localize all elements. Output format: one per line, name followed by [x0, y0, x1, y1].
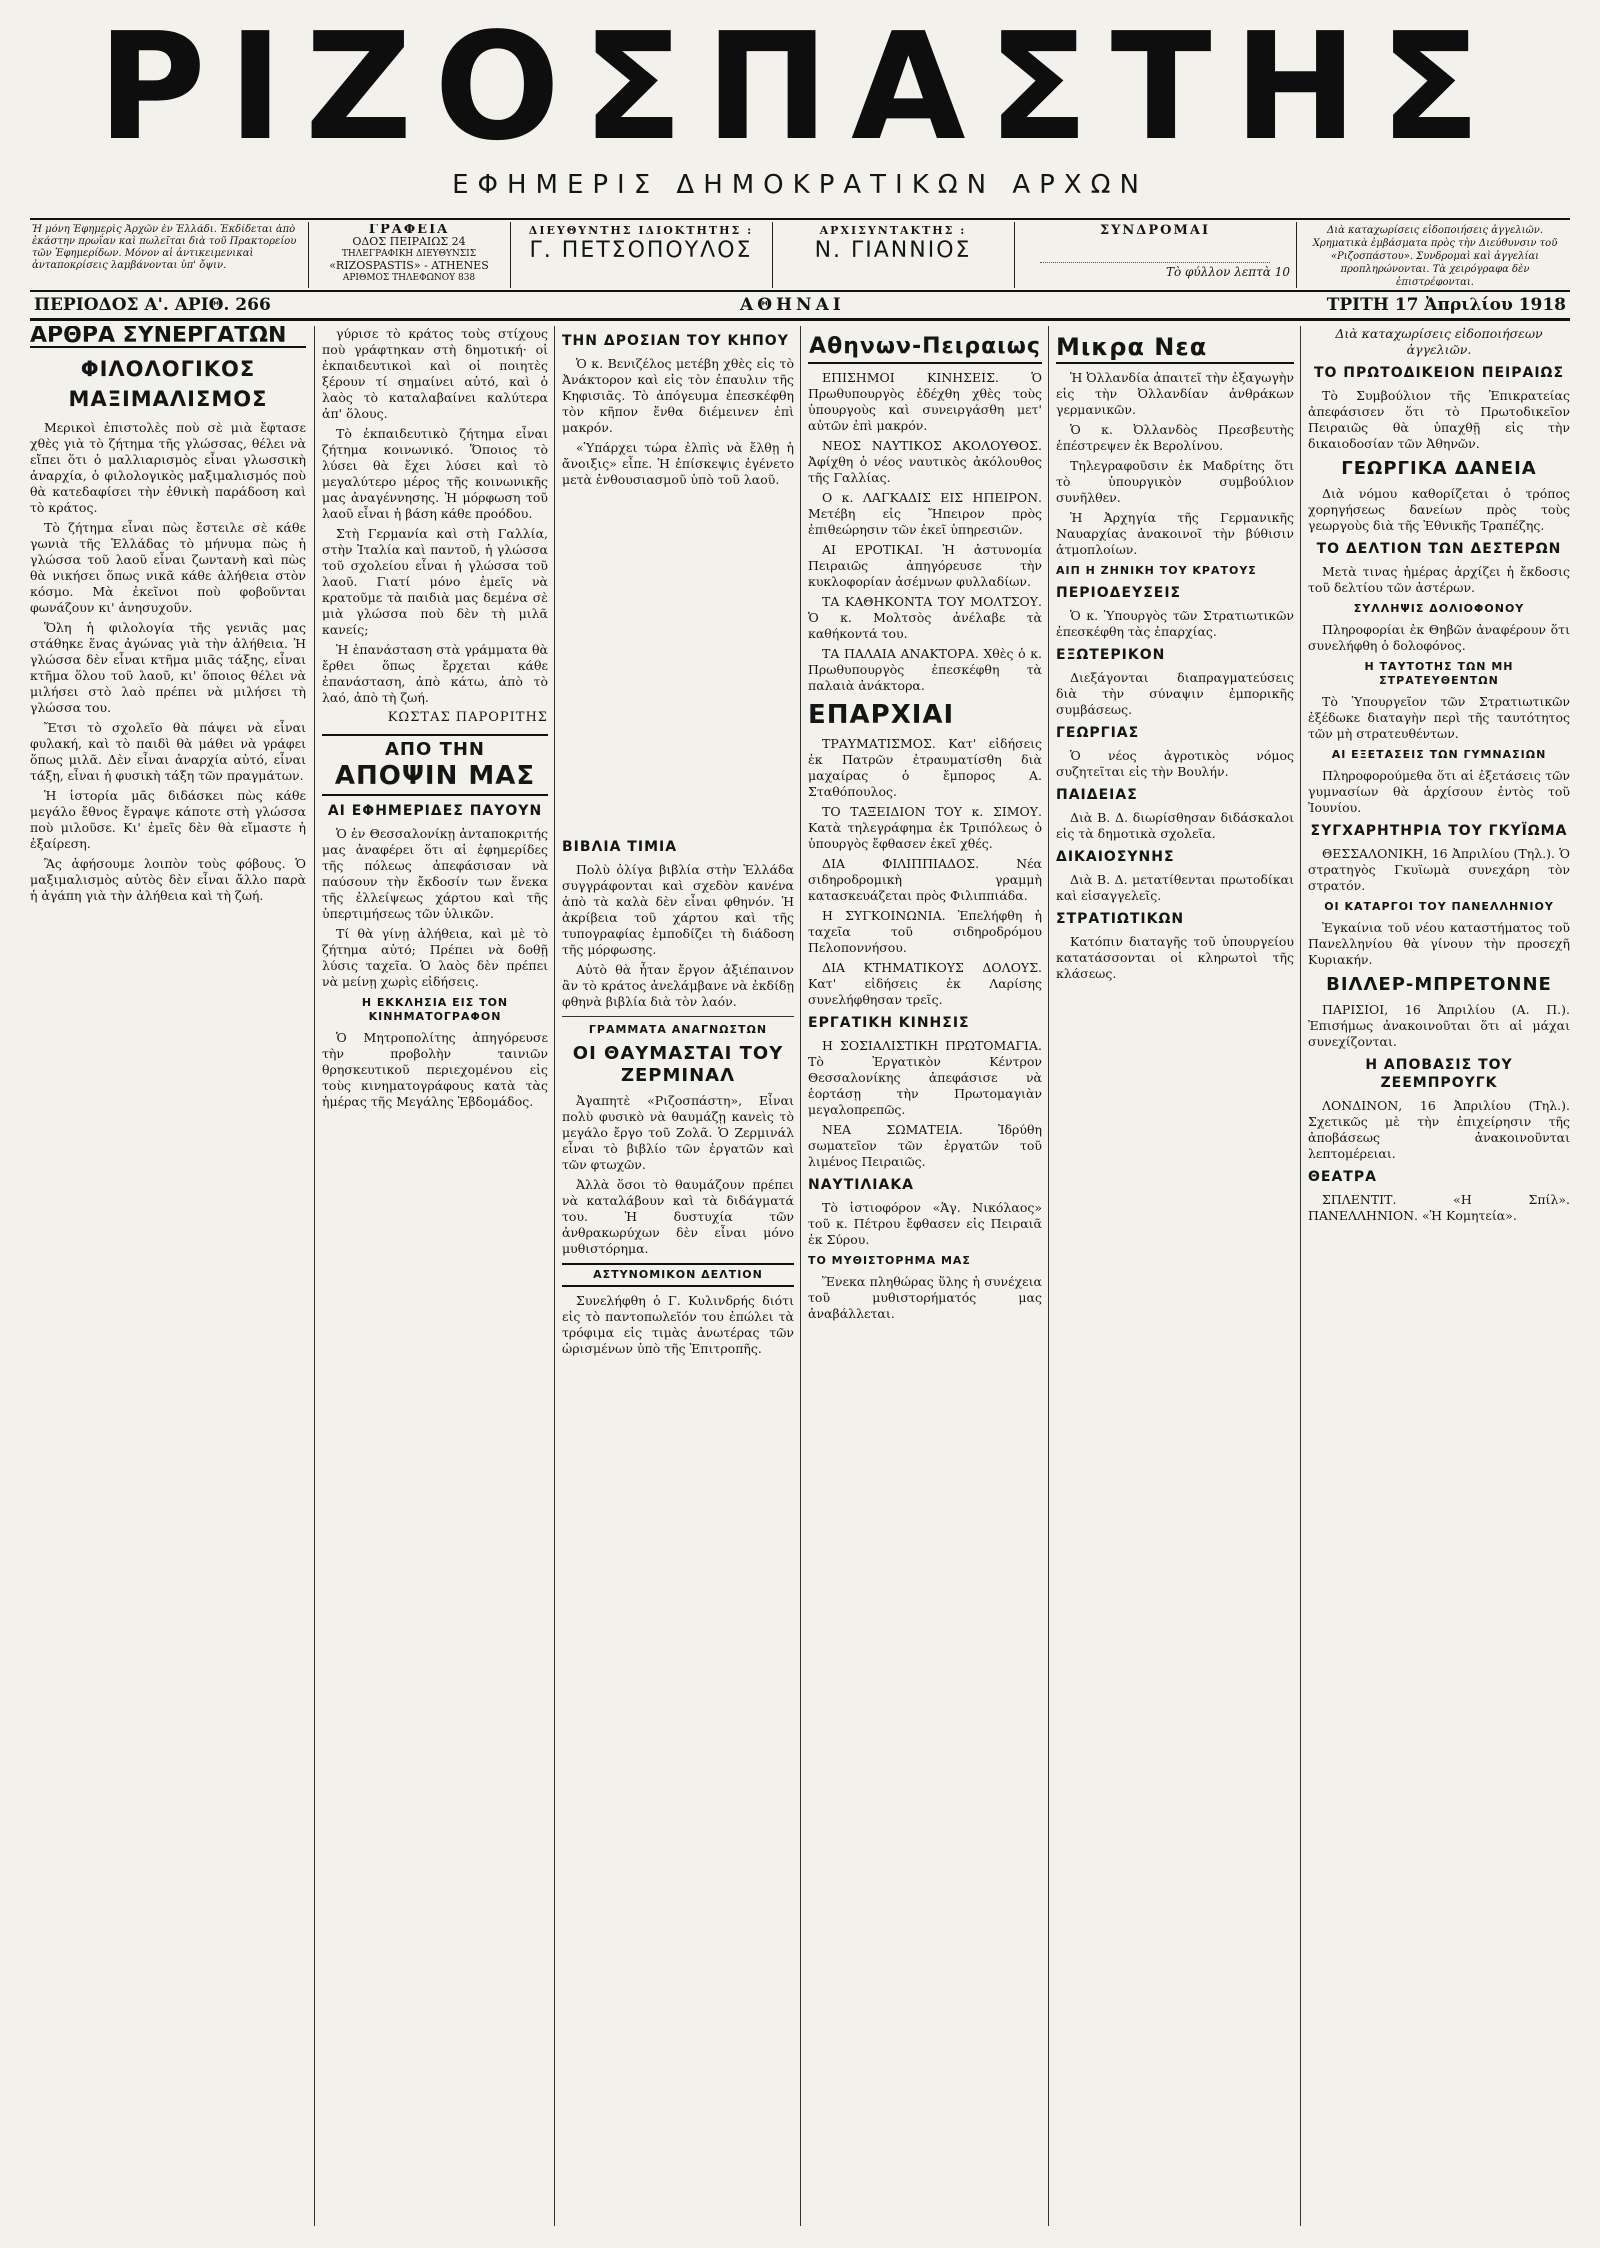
- article-paragraph: Ἀλλὰ ὅσοι τὸ θαυμάζουν πρέπει νὰ καταλάβουν καὶ τὰ διδάγματά του. Ἡ δυστυχία τῶν ἀνθρακωρύχων δὲν εἶναι μόνο μυθιστόρημα.: [562, 1177, 794, 1256]
- article-signature: ΚΩΣΤΑΣ ΠΑΡΟΡΙΤΗΣ: [387, 710, 548, 725]
- city: ΑΘΗΝΑΙ: [740, 295, 845, 315]
- article-headline: ΤΗΝ ΔΡΟΣΙΑΝ ΤΟΥ ΚΗΠΟΥ: [562, 333, 789, 349]
- article-paragraph: Τί θὰ γίνῃ ἀλήθεια, καὶ μὲ τὸ ζήτημα αὐτό; Πρέπει νὰ δοθῇ λύσις ταχεῖα. Ὁ λαὸς δὲν πρέπει νὰ μείνῃ χωρὶς εἰδήσεις.: [322, 926, 548, 989]
- article-paragraph: Ἂς ἀφήσουμε λοιπὸν τοὺς φόβους. Ὁ μαξιμαλισμὸς αὐτὸς δὲν εἶναι ἄλλο παρὰ ἡ ἀγάπη γιὰ τὴν ἀλήθεια καὶ τὴ ζωή.: [30, 856, 306, 903]
- news-item: Ο κ. ΛΑΓΚΑΔΙΣ ΕΙΣ ΗΠΕΙΡΟΝ. Μετέβη εἰς Ἤπειρον πρὸς ἐπιθεώρησιν τῶν ἐκεῖ ὑπηρεσιῶν.: [808, 490, 1042, 537]
- offices-box: [314, 224, 504, 286]
- section-heading: Μικρα Νεα: [1056, 332, 1294, 364]
- news-item: ΤΑ ΠΑΛΑΙΑ ΑΝΑΚΤΟΡΑ. Χθὲς ὁ κ. Πρωθυπουργὸς ἐπεσκέφθη τὰ παλαιὰ ἀνάκτορα.: [808, 646, 1042, 693]
- notice-text: Διὰ καταχωρίσεις εἰδοποιήσεων ἀγγελιῶν.: [1335, 326, 1543, 357]
- article-subheading: ΑΙ ΕΦΗΜΕΡΙΔΕΣ ΠΑΥΟΥΝ: [327, 803, 543, 819]
- news-item: ΔΙΑ ΚΤΗΜΑΤΙΚΟΥΣ ΔΟΛΟΥΣ. Κατ' εἰδήσεις ἐκ Λαρίσης συνελήφθησαν τρεῖς.: [808, 960, 1042, 1007]
- news-item: Τηλεγραφοῦσιν ἐκ Μαδρίτης ὅτι τὸ ὑπουργικὸν συμβούλιον συνῆλθεν.: [1056, 458, 1294, 505]
- blank-space: [562, 492, 794, 832]
- director-name: Γ. ΠΕΤΣΟΠΟΥΛΟΣ: [529, 238, 753, 263]
- column-rule: [554, 326, 555, 2226]
- newspaper-page: [30, 1, 1570, 2235]
- offices-telegraph-label: ΤΗΛΕΓΡΑΦΙΚΗ ΔΙΕΥΘΥΝΣΙΣ: [341, 249, 477, 259]
- column-5: [1056, 326, 1294, 2226]
- article-headline: ΣΥΓΧΑΡΗΤΗΡΙΑ ΤΟΥ ΓΚΥΪΩΜΑ: [1310, 823, 1568, 839]
- news-item: ΣΠΛΕΝΤΙΤ. «Η Σπίλ». ΠΑΝΕΛΛΗΝΙΟΝ. «Ἡ Κομητεία».: [1308, 1192, 1570, 1223]
- article-paragraph: Ὁ Μητροπολίτης ἀπηγόρευσε τὴν προβολὴν ταινιῶν θρησκευτικοῦ περιεχομένου εἰς τοὺς κινηματογράφους κατὰ τὰς ἡμέρας τῆς Μεγάλης Ἑβδομάδος.: [322, 1030, 548, 1109]
- news-item: Τὸ ἱστιοφόρον «Ἁγ. Νικόλαος» τοῦ κ. Πέτρου ἔφθασεν εἰς Πειραιᾶ ἐκ Σύρου.: [808, 1200, 1042, 1247]
- newspaper-subtitle: ΕΦΗΜΕΡΙΣ ΔΗΜΟΚΡΑΤΙΚΩΝ ΑΡΧΩΝ: [452, 170, 1148, 200]
- news-item: Ἡ Ἀρχηγία τῆς Γερμανικῆς Ναυαρχίας ἀνακοινοῖ τὴν βύθισιν ἀτμοπλοίων.: [1056, 510, 1294, 557]
- issue-date: ΤΡΙΤΗ 17 Ἀπριλίου 1918: [1326, 295, 1566, 315]
- column-3: [562, 326, 794, 2226]
- news-item: Ἕνεκα πληθώρας ὕλης ἡ συνέχεια τοῦ μυθιστορήματός μας ἀναβάλλεται.: [808, 1274, 1042, 1321]
- offices-phone: ΑΡΙΘΜΟΣ ΤΗΛΕΦΩΝΟΥ 838: [342, 273, 476, 283]
- section-heading: ΝΑΥΤΙΛΙΑΚΑ: [808, 1177, 915, 1193]
- article-headline: ΒΙΛΛΕΡ-ΜΠΡΕΤΟΝΝΕ: [1326, 974, 1552, 995]
- news-item: ΤΟ ΤΑΞΕΙΔΙΟΝ ΤΟΥ κ. ΣΙΜΟΥ. Κατὰ τηλεγράφημα ἐκ Τριπόλεως ὁ ὑπουργὸς ἔφθασεν ἐκεῖ χθές.: [808, 804, 1042, 851]
- news-item: Η ΣΥΓΚΟΙΝΩΝΙΑ. Ἐπελήφθη ἡ ταχεῖα τοῦ σιδηροδρόμου Πελοποννήσου.: [808, 908, 1042, 955]
- article-headline: ΟΙ ΘΑΥΜΑΣΤΑΙ ΤΟΥ ΖΕΡΜΙΝΑΛ: [572, 1043, 784, 1086]
- article-paragraph: Αὐτὸ θὰ ἦταν ἔργον ἀξιέπαινον ἂν τὸ κράτος ἀνελάμβανε νὰ ἐκδίδῃ φθηνὰ βιβλία διὰ τὸν λαόν.: [562, 962, 794, 1009]
- dateline: [30, 292, 1570, 321]
- section-heading: ΔΙΚΑΙΟΣΥΝΗΣ: [1056, 849, 1175, 865]
- article-paragraph: Μερικοὶ ἐπιστολὲς ποὺ σὲ μιὰ ἔφτασε χθὲς γιὰ τὸ ζήτημα τῆς γλώσσας, θέλει νὰ εἴπει ὅτι ὁ μαλλιαρισμὸς εἶναι γλωσσικὴ ἀναρχία, ὁ φιλολογικὸς μαξιμαλισμός ποὺ θὰ κατεδαφίσει τὴν ἐθνικὴ παράδοση καὶ τὸ κράτος.: [30, 420, 306, 515]
- article-paragraph: Ἡ ἱστορία μᾶς διδάσκει πὼς κάθε μεγάλο ἔθνος ἔγραψε κάποτε στὴ γλώσσα ποὺ μιλοῦσε. Κι' ἐμεῖς δὲν θὰ εἴμαστε ἡ ἐξαίρεση.: [30, 788, 306, 851]
- section-heading: ΑΙΠ Η ΖΗΝΙΚΗ ΤΟΥ ΚΡΑΤΟΥΣ: [1056, 564, 1257, 577]
- article-paragraph: «Ὑπάρχει τώρα ἐλπὶς νὰ ἔλθῃ ἡ ἄνοιξις» εἶπε. Ἡ ἐπίσκεψις ἐγένετο μετὰ ἐνθουσιασμοῦ ὑπὸ τοῦ λαοῦ.: [562, 440, 794, 487]
- notice-box: Διὰ καταχωρίσεις εἰδοποιήσεις ἀγγελιῶν. Χρηματικὰ ἐμβάσματα πρὸς τὴν Διεύθυνσιν τοῦ «Ριζοσπάστου». Συνδρομαὶ καὶ ἀγγελίαι προπληρώνονται. Τὰ χειρόγραφα δὲν ἐπιστρέφονται.: [1312, 225, 1558, 286]
- article-paragraph: Ἡ ἐπανάσταση στὰ γράμματα θὰ ἔρθει ὅπως ἔρχεται κάθε ἐπανάσταση, ἀπὸ κάτω, ἀπὸ τὸ λαό, ἀπὸ τὴ ζωή.: [322, 642, 548, 705]
- news-item: Ὁ νέος ἀγροτικὸς νόμος συζητεῖται εἰς τὴν Βουλήν.: [1056, 748, 1294, 779]
- article-paragraph: Τὸ ἐκπαιδευτικὸ ζήτημα εἶναι ζήτημα κοινωνικό. Ὅποιος τὸ λύσει θὰ ἔχει λύσει καὶ τὸ μεγαλύτερο μέρος τῆς κοινωνικῆς μας ἀναγέννησης. Ἡ μόρφωση τοῦ λαοῦ εἶναι ἡ βάση κάθε προόδου.: [322, 426, 548, 521]
- article-headline: ΒΙΒΛΙΑ ΤΙΜΙΑ: [562, 839, 678, 855]
- column-4: [808, 326, 1042, 2226]
- article-headline: ΤΟ ΔΕΛΤΙΟΝ ΤΩΝ ΔΕΣΤΕΡΩΝ: [1316, 541, 1562, 557]
- director-heading: ΔΙΕΥΘΥΝΤΗΣ ΙΔΙΟΚΤΗΤΗΣ :: [528, 224, 754, 237]
- article-paragraph: Ὁ ἐν Θεσσαλονίκῃ ἀνταποκριτής μας ἀναφέρει ὅτι αἱ ἐφημερίδες τῆς πόλεως ἀπεφάσισαν νὰ παύσουν τὴν ἔκδοσίν των ἕνεκα τῆς ἐλλείψεως χάρτου καὶ τῆς ὑπερτιμήσεως τῶν ὑλικῶν.: [322, 826, 548, 921]
- column-2: [322, 326, 548, 2226]
- article-paragraph: Τὸ ζήτημα εἶναι πὼς ἔστειλε σὲ κάθε γωνιὰ τῆς Ἑλλάδας τὸ μήνυμα πὼς ἡ γλώσσα τοῦ λαοῦ εἶναι ζωντανὴ καὶ πὼς θὰ νικήσει ὅπως νικᾶ κάθε ἀλήθεια στὸν κόσμο. Μὰ ἐκεῖνοι ποὺ φοβοῦνται φωνάζουν κι' ἀνησυχοῦν.: [30, 520, 306, 615]
- news-item: Μετὰ τινας ἡμέρας ἀρχίζει ἡ ἔκδοσις τοῦ δελτίου τῶν ἀστέρων.: [1308, 564, 1570, 595]
- editor-box: [778, 224, 1008, 286]
- offices-heading: ΓΡΑΦΕΙΑ: [368, 224, 450, 237]
- offices-address: ΟΔΟΣ ΠΕΙΡΑΙΩΣ 24: [352, 235, 466, 248]
- section-heading: ΕΠΑΡΧΙΑΙ: [808, 700, 955, 730]
- section-heading: ΠΕΡΙΟΔΕΥΣΕΙΣ: [1056, 585, 1182, 601]
- offices-telegraph-address: «RIZOSPASTIS» - ATHENES: [329, 259, 489, 272]
- news-item: ΕΠΙΣΗΜΟΙ ΚΙΝΗΣΕΙΣ. Ὁ Πρωθυπουργὸς ἐδέχθη χθὲς τοὺς ὑπουργοὺς καὶ συνειργάσθη μετ' αὐτῶν ἐπὶ μακρόν.: [808, 370, 1042, 433]
- article-headline: ΤΟ ΠΡΩΤΟΔΙΚΕΙΟΝ ΠΕΙΡΑΙΩΣ: [1313, 365, 1565, 381]
- article-subheading: Η ΕΚΚΛΗΣΙΑ ΕΙΣ ΤΟΝ ΚΙΝΗΜΑΤΟΓΡΑΦΟΝ: [361, 996, 509, 1023]
- subscriptions-heading: ΣΥΝΔΡΟΜΑΙ: [1099, 224, 1211, 238]
- article-headline: ΑΣΤΥΝΟΜΙΚΟΝ ΔΕΛΤΙΟΝ: [562, 1263, 794, 1287]
- article-paragraph: Ὅλη ἡ φιλολογία τῆς γενιᾶς μας στάθηκε ἕνας ἀγώνας γιὰ τὴν ἀλήθεια. Ἡ γλώσσα δὲν εἶναι κτῆμα μιᾶς τάξης, εἶναι κτῆμα ὅλου τοῦ λαοῦ, κι' ὅποιος θέλει νὰ μιλήσει στὸ λαὸ πρέπει νὰ μιλήσει τὴ γλώσσα του.: [30, 620, 306, 715]
- section-heading: ΠΑΙΔΕΙΑΣ: [1056, 787, 1138, 803]
- article-paragraph: Πολὺ ὀλίγα βιβλία στὴν Ἑλλάδα συγγράφονται καὶ σχεδὸν κανένα ἀπὸ τὰ καλὰ δὲν εἶναι φθηνόν. Ἡ ἀκρίβεια τοῦ χάρτου καὶ τῆς τυπογραφίας ἐμποδίζει τὴ διάδοση τῆς μόρφωσης.: [562, 862, 794, 957]
- divider: [1296, 222, 1297, 288]
- article-headline: ΦΙΛΟΛΟΓΙΚΟΣ ΜΑΞΙΜΑΛΙΣΜΟΣ: [68, 357, 268, 411]
- article-paragraph: Ἔτσι τὸ σχολεῖο θὰ πάψει νὰ εἶναι φυλακή, καὶ τὸ παιδὶ θὰ μάθει νὰ γράφει ὅπως μιλᾶ. Δὲν εἶναι ἀναρχία αὐτό, εἶναι τάξη, εἶναι ἡ φυσικὴ τάξη τῶν πραγμάτων.: [30, 720, 306, 783]
- column-rule: [1048, 326, 1049, 2226]
- news-item: ΑΙ ΕΡΟΤΙΚΑΙ. Ἡ ἀστυνομία Πειραιῶς ἀπηγόρευσε τὴν κυκλοφορίαν ἀσέμνων φυλλαδίων.: [808, 542, 1042, 589]
- divider: [510, 222, 511, 288]
- editor-heading: ΑΡΧΙΣΥΝΤΑΚΤΗΣ :: [819, 224, 967, 237]
- news-item: Ὁ κ. Ὑπουργὸς τῶν Στρατιωτικῶν ἐπεσκέφθη τὰς ἐπαρχίας.: [1056, 608, 1294, 639]
- news-item: ΔΙΑ ΦΙΛΙΠΠΙΑΔΟΣ. Νέα σιδηροδρομικὴ γραμμὴ κατασκευάζεται πρὸς Φιλιππιάδα.: [808, 856, 1042, 903]
- news-item: Διὰ Β. Δ. διωρίσθησαν διδάσκαλοι εἰς τὰ δημοτικὰ σχολεῖα.: [1056, 810, 1294, 841]
- article-headline: Η ΑΠΟΒΑΣΙΣ ΤΟΥ ΖΕΕΜΠΡΟΥΓΚ: [1365, 1057, 1513, 1091]
- column-1: [30, 326, 306, 2226]
- news-item: ΘΕΣΣΑΛΟΝΙΚΗ, 16 Ἀπριλίου (Τηλ.). Ὁ στρατηγὸς Γκυϊωμὰ συνεχάρη τὸν στρατόν.: [1308, 846, 1570, 893]
- article-headline: Η ΤΑΥΤΟΤΗΣ ΤΩΝ ΜΗ ΣΤΡΑΤΕΥΘΕΝΤΩΝ: [1364, 660, 1514, 687]
- section-heading: ΘΕΑΤΡΑ: [1308, 1169, 1377, 1185]
- column-rule: [800, 326, 801, 2226]
- news-item: Τὸ Ὑπουργεῖον τῶν Στρατιωτικῶν ἐξέδωκε διαταγὴν περὶ τῆς ταυτότητος τῶν μὴ στρατευθέντων.: [1308, 694, 1570, 741]
- article-headline: ΣΥΛΛΗΨΙΣ ΔΟΛΙΟΦΟΝΟΥ: [1353, 602, 1525, 615]
- divider: [1014, 222, 1015, 288]
- opinion-heading-line2: ΑΠΟΨΙΝ ΜΑΣ: [334, 761, 536, 791]
- news-item: ΝΕΑ ΣΩΜΑΤΕΙΑ. Ἱδρύθη σωματεῖον τῶν ἐργατῶν τοῦ λιμένος Πειραιῶς.: [808, 1122, 1042, 1169]
- opinion-header: [322, 734, 548, 796]
- news-item: Πληροφορούμεθα ὅτι αἱ ἐξετάσεις τῶν γυμνασίων θὰ ἀρχίσουν ἐντὸς τοῦ Ἰουνίου.: [1308, 768, 1570, 815]
- article-paragraph: Ἀγαπητὲ «Ριζοσπάστη», Εἶναι πολὺ φυσικὸ νὰ θαυμάζῃ κανεὶς τὸ μεγάλο ἔργο τοῦ Ζολᾶ. Ὁ Ζερμινάλ εἶναι τὸ βιβλίο τῶν ἐργατῶν καὶ τῶν φτωχῶν.: [562, 1093, 794, 1172]
- article-headline: ΓΕΩΡΓΙΚΑ ΔΑΝΕΙΑ: [1341, 458, 1537, 479]
- subscriptions-table: [1040, 240, 1270, 263]
- news-item: Διὰ Β. Δ. μετατίθενται πρωτοδίκαι καὶ εἰσαγγελεῖς.: [1056, 872, 1294, 903]
- article-headline: ΟΙ ΚΑΤΑΡΓΟΙ ΤΟΥ ΠΑΝΕΛΛΗΝΙΟΥ: [1324, 900, 1554, 913]
- news-item: Η ΣΟΣΙΑΛΙΣΤΙΚΗ ΠΡΩΤΟΜΑΓΙΑ. Τὸ Ἐργατικὸν Κέντρον Θεσσαλονίκης ἀπεφάσισε νὰ ἑορτάσῃ τὴν Πρωτομαγιὰν μεγαλοπρεπῶς.: [808, 1038, 1042, 1117]
- editor-name: Ν. ΓΙΑΝΝΙΟΣ: [814, 238, 972, 263]
- news-item: Ὁ κ. Ὀλλανδὸς Πρεσβευτὴς ἐπέστρεψεν ἐκ Βερολίνου.: [1056, 422, 1294, 453]
- opinion-heading-line1: ΑΠΟ ΤΗΝ: [385, 739, 485, 760]
- divider: [562, 1016, 794, 1017]
- news-item: ΤΡΑΥΜΑΤΙΣΜΟΣ. Κατ' εἰδήσεις ἐκ Πατρῶν ἐτραυματίσθη διὰ μαχαίρας ὁ ἔμπορος Α. Σταθόπουλος.: [808, 736, 1042, 799]
- masthead: [30, 1, 1570, 210]
- section-heading: ΓΕΩΡΓΙΑΣ: [1056, 725, 1140, 741]
- divider: [308, 222, 309, 288]
- news-item: Ἡ Ὀλλανδία ἀπαιτεῖ τὴν ἐξαγωγὴν εἰς τὴν Ὀλλανδίαν ἀνθράκων γερμανικῶν.: [1056, 370, 1294, 417]
- news-item: Διεξάγονται διαπραγματεύσεις διὰ τὴν σύναψιν ἐμπορικῆς συμβάσεως.: [1056, 670, 1294, 717]
- article-paragraph: γύρισε τὸ κράτος τοὺς στίχους ποὺ γράφτηκαν στὴ δημοτική· οἱ ἐκπαιδευτικοὶ καὶ οἱ ποιητὲς ξέρουν τί σημαίνει αὐτό, καὶ ὁ λαὸς τὸ καταλαβαίνει καλύτερα ἀπ' ὅλους.: [322, 326, 548, 421]
- news-item: Ἐγκαίνια τοῦ νέου καταστήματος τοῦ Πανελληνίου θὰ γίνουν τὴν προσεχῆ Κυριακήν.: [1308, 920, 1570, 967]
- news-item: Διὰ νόμου καθορίζεται ὁ τρόπος χορηγήσεως δανείων πρὸς τοὺς γεωργοὺς διὰ τῆς Ἐθνικῆς Τραπέζης.: [1308, 486, 1570, 533]
- article-paragraph: Συνελήφθη ὁ Γ. Κυλινδρής διότι εἰς τὸ παντοπωλεῖόν του ἐπώλει τὰ τρόφιμα εἰς τιμὰς ἀνωτέρας τῶν ὡρισμένων ὑπὸ τῆς Ἐπιτροπῆς.: [562, 1293, 794, 1356]
- news-item: Τὸ Συμβούλιον τῆς Ἐπικρατείας ἀπεφάσισεν ὅτι τὸ Πρωτοδικεῖον Πειραιῶς θὰ ὑπαχθῇ εἰς τὴν δικαιοδοσίαν τῶν Ἀθηνῶν.: [1308, 388, 1570, 451]
- issue-price: Τὸ φύλλον λεπτὰ 10: [1165, 265, 1290, 279]
- article-paragraph: Ὁ κ. Βενιζέλος μετέβη χθὲς εἰς τὸ Ἀνάκτορον καὶ εἰς τὸν ἐπαυλιν τῆς Κηφισιᾶς. Τὸ ἀπόγευμα ἐπεσκέφθη τὸν κῆπον ἔνθα διέμεινεν ἐπὶ μακρόν.: [562, 356, 794, 435]
- column-6: [1308, 326, 1570, 2226]
- subscriptions-box: [1020, 224, 1290, 286]
- issue-number: ΠΕΡΙΟΔΟΣ Α'. ΑΡΙΘ. 266: [34, 295, 271, 315]
- motto-box: Ἡ μόνη Ἑφημερὶς Ἀρχῶν ἐν Ἑλλάδι. Ἐκδίδεται ἀπὸ ἐκάστην πρωΐαν καὶ πωλεῖται διὰ τοῦ Πρακτορείου τῶν Ἐφημερίδων. Μόνον αἱ ἀντικειμενικαὶ ἀνταποκρίσεις λαμβάνονται ὑπ' ὄψιν.: [32, 224, 297, 271]
- news-item: ΤΑ ΚΑΘΗΚΟΝΤΑ ΤΟΥ ΜΟΛΤΣΟΥ. Ὁ κ. Μολτσὸς ἀνέλαβε τὰ καθήκοντά του.: [808, 594, 1042, 641]
- section-heading: ΕΡΓΑΤΙΚΗ ΚΙΝΗΣΙΣ: [808, 1015, 970, 1031]
- column-rule: [1300, 326, 1301, 2226]
- article-paragraph: Στὴ Γερμανία καὶ στὴ Γαλλία, στὴν Ἰταλία καὶ παντοῦ, ἡ γλώσσα τοῦ σχολείου εἶναι ἡ γλώσσα τοῦ λαοῦ. Γιατί μόνο ἐμεῖς νὰ κρατοῦμε τὰ παιδιὰ μας δεμένα σὲ μιὰ γλώσσα ποὺ δὲν τὴ μιλᾶ κανείς;: [322, 526, 548, 637]
- director-box: [516, 224, 766, 286]
- section-heading: ΑΡΘΡΑ ΣΥΝΕΡΓΑΤΩΝ: [30, 328, 306, 348]
- divider: [772, 222, 773, 288]
- section-heading: ΓΡΑΜΜΑΤΑ ΑΝΑΓΝΩΣΤΩΝ: [588, 1023, 768, 1036]
- news-item: ΠΑΡΙΣΙΟΙ, 16 Ἀπριλίου (Α. Π.). Ἐπισήμως ἀνακοινοῦται ὅτι αἱ μάχαι συνεχίζονται.: [1308, 1002, 1570, 1049]
- news-item: Πληροφορίαι ἐκ Θηβῶν ἀναφέρουν ὅτι συνελήφθη ὁ δολοφόνος.: [1308, 622, 1570, 653]
- section-heading: ΤΟ ΜΥΘΙΣΤΟΡΗΜΑ ΜΑΣ: [808, 1254, 971, 1267]
- news-item: ΝΕΟΣ ΝΑΥΤΙΚΟΣ ΑΚΟΛΟΥΘΟΣ. Ἀφίχθη ὁ νέος ναυτικὸς ἀκόλουθος τῆς Γαλλίας.: [808, 438, 1042, 485]
- newspaper-title: ΡΙΖΟΣΠΑΣΤΗΣ: [97, 1, 1503, 173]
- column-rule: [314, 326, 315, 2226]
- section-heading: Αθηνων-Πειραιως: [808, 332, 1042, 364]
- section-heading: ΕΞΩΤΕΡΙΚΟΝ: [1056, 647, 1166, 663]
- section-heading: ΣΤΡΑΤΙΩΤΙΚΩΝ: [1056, 911, 1185, 927]
- news-item: Κατόπιν διαταγῆς τοῦ ὑπουργείου κατατάσσονται οἱ κληρωτοὶ τῆς κλάσεως.: [1056, 934, 1294, 981]
- news-item: ΛΟΝΔΙΝΟΝ, 16 Ἀπριλίου (Τηλ.). Σχετικῶς μὲ τὴν ἐπιχείρησιν τῆς ἀποβάσεως ἀνακοινοῦνται λεπτομέρειαι.: [1308, 1098, 1570, 1161]
- article-headline: ΑΙ ΕΞΕΤΑΣΕΙΣ ΤΩΝ ΓΥΜΝΑΣΙΩΝ: [1331, 748, 1547, 761]
- info-bar: [30, 218, 1570, 292]
